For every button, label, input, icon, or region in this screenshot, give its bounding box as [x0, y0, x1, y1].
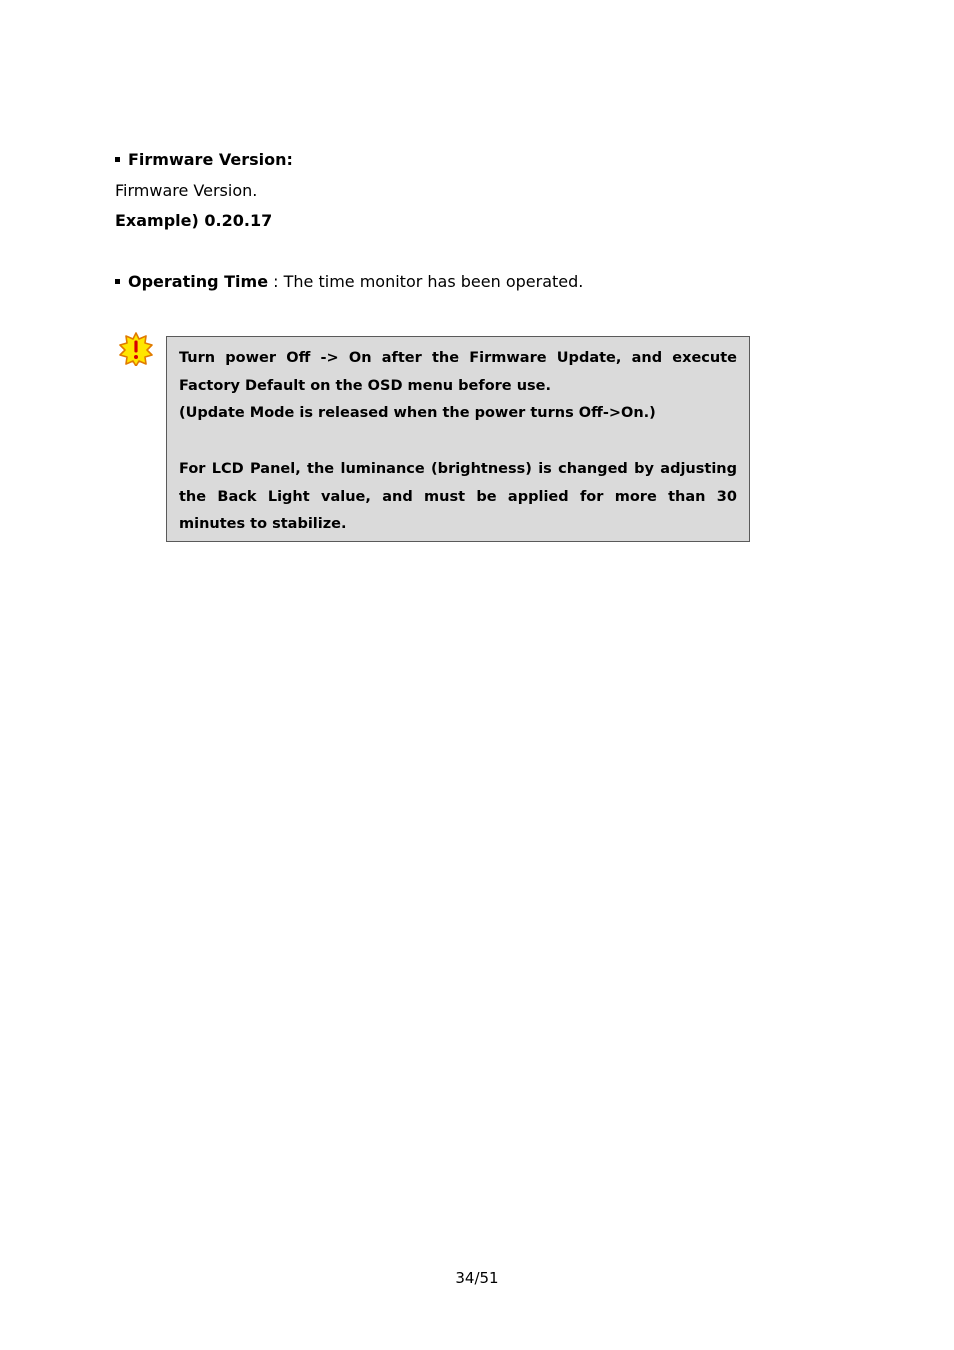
note-box [166, 336, 750, 542]
page-number: 34/51 [455, 1269, 499, 1287]
operating-time-label: Operating Time [128, 272, 269, 291]
note-paragraph-update-mode: (Update Mode is released when the power turns Off->On.) [179, 405, 656, 422]
note-paragraph-firmware-update: Turn power Off -> On after the Firmware Update, and execute Factory Default on the OSD menu before use. [179, 350, 737, 394]
firmware-version-description: Firmware Version. [115, 181, 258, 200]
firmware-version-example: Example) 0.20.17 [115, 211, 273, 230]
note-paragraph-lcd-panel: For LCD Panel, the luminance (brightness) is changed by adjusting the Back Light value, and must be applied for more than 30 minutes to stabilize. [179, 460, 737, 533]
operating-time-description: : The time monitor has been operated. [268, 272, 584, 291]
operating-time-item [115, 272, 583, 292]
warning-icon [118, 332, 154, 366]
firmware-version-heading [115, 150, 293, 170]
bullet-marker [115, 157, 120, 162]
bullet-marker [115, 279, 120, 284]
firmware-version-heading-text: Firmware Version: [128, 150, 293, 169]
